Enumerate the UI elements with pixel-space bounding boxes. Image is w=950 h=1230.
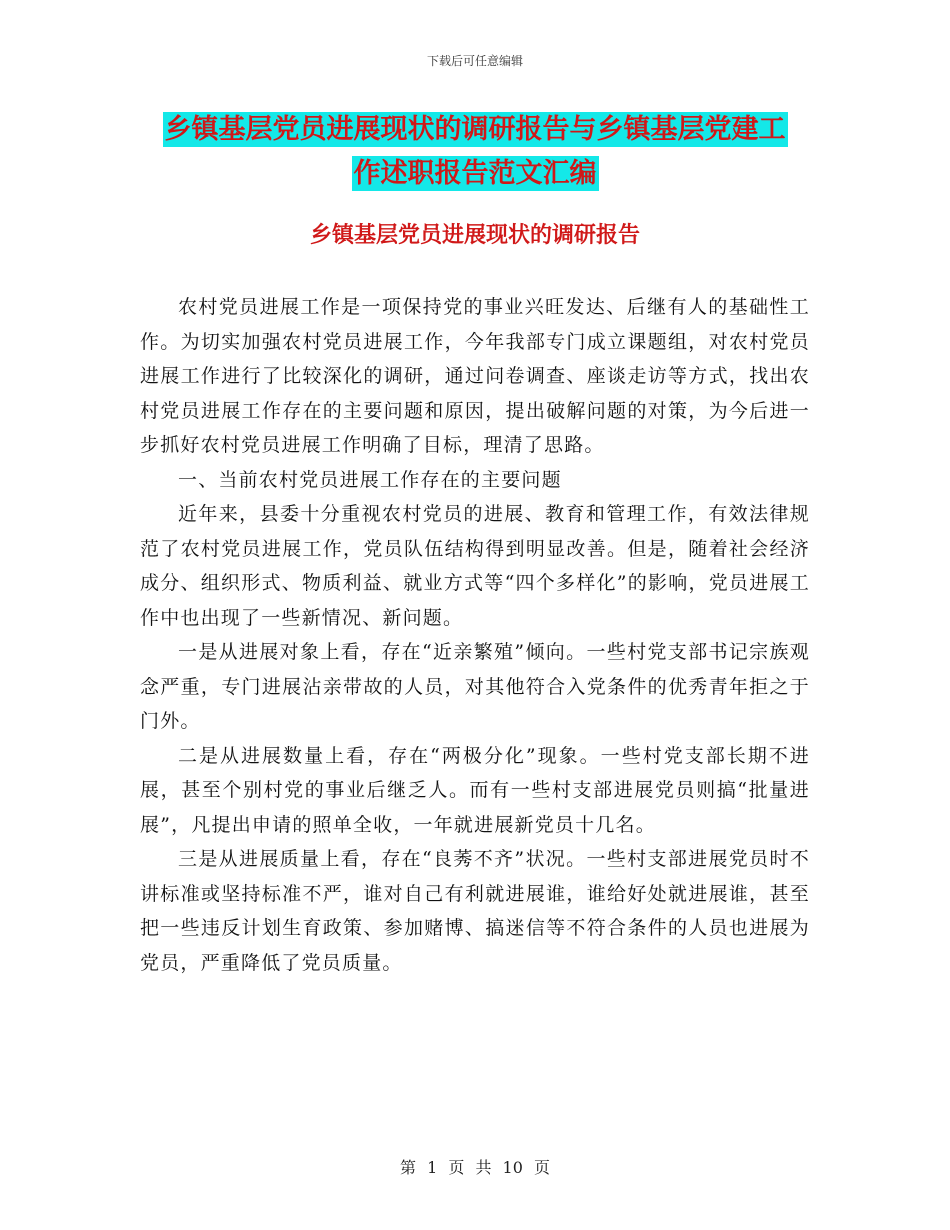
document-title-text-2: 作述职报告范文汇编	[353, 158, 597, 189]
paragraph-point-1: 一是从进展对象上看，存在“近亲繁殖”倾向。一些村党支部书记宗族观念严重，专门进展沾亲带故的人员，对其他符合入党条件的优秀青年拒之于门外。	[140, 641, 810, 732]
paragraph-intro: 农村党员进展工作是一项保持党的事业兴旺发达、后继有人的基础性工作。为切实加强农村党员进展工作，今年我部专门成立课题组，对农村党员进展工作进行了比较深化的调研，通过问卷调查、座谈走访等方式，找出农村党员进展工作存在的主要问题和原因，提出破解问题的对策，为今后进一步抓好农村党员进展工作明确了目标，理清了思路。	[140, 296, 810, 456]
document-title-text-1: 乡镇基层党员进展现状的调研报告与乡镇基层党建工	[164, 114, 786, 145]
paragraph-overview: 近年来，县委十分重视农村党员的进展、教育和管理工作，有效法律规范了农村党员进展工作，党员队伍结构得到明显改善。但是，随着社会经济成分、组织形式、物质利益、就业方式等“四个多样化”的影响，党员进展工作中也出现了一些新情况、新问题。	[140, 503, 810, 629]
document-title-line-1	[150, 110, 800, 150]
document-title-line-2	[150, 154, 800, 194]
header-note: 下载后可任意编辑	[426, 54, 523, 68]
document-body	[140, 290, 810, 980]
paragraph-point-2: 二是从进展数量上看，存在“两极分化”现象。一些村党支部长期不进展，甚至个别村党的事业后继乏人。而有一些村支部进展党员则搞“批量进展”，凡提出申请的照单全收，一年就进展新党员十几名。	[140, 744, 810, 836]
paragraph-point-3: 三是从进展质量上看，存在“良莠不齐”状况。一些村支部进展党员时不讲标准或坚持标准不严，谁对自己有利就进展谁，谁给好处就进展谁，甚至把一些违反计划生育政策、参加赌博、搞迷信等不符合条件的人员也进展为党员，严重降低了党员质量。	[140, 848, 810, 974]
section-title: 乡镇基层党员进展现状的调研报告	[309, 223, 640, 248]
page-number: 第 1 页 共 10 页	[400, 1158, 550, 1177]
paragraph-heading-problems: 一、当前农村党员进展工作存在的主要问题	[178, 468, 562, 491]
